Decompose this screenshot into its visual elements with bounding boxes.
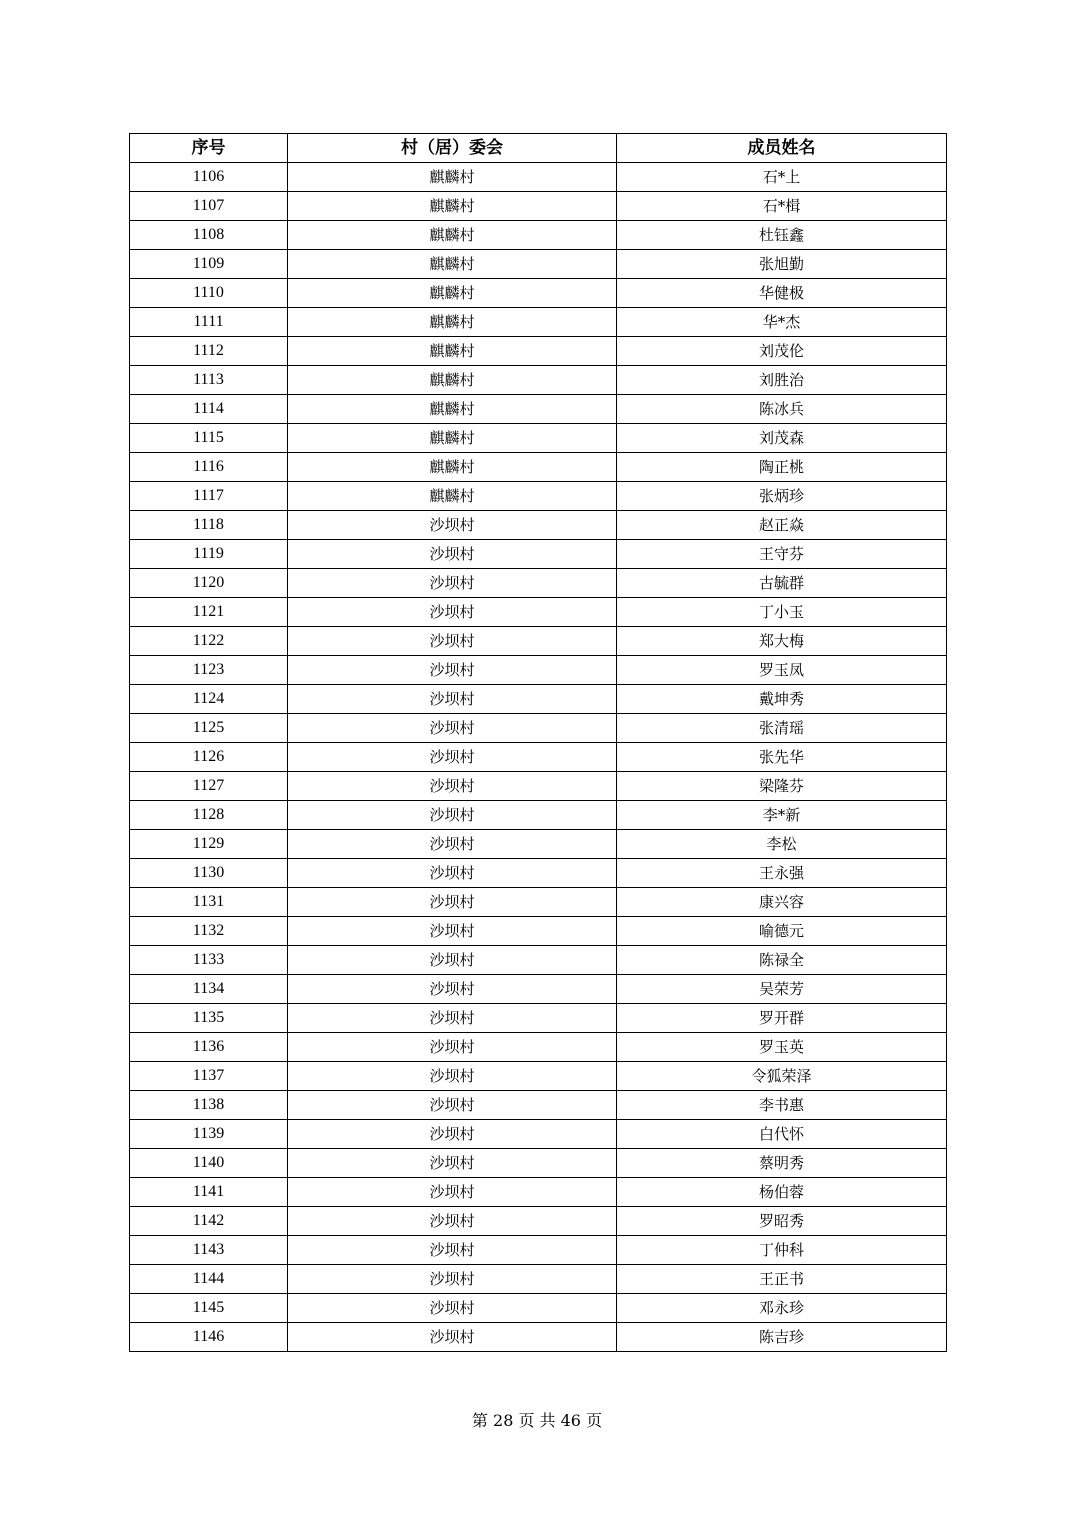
member-name-cell: 郑大梅 bbox=[617, 627, 947, 656]
member-name-cell: 石*上 bbox=[617, 163, 947, 192]
member-name-cell: 罗开群 bbox=[617, 1004, 947, 1033]
serial-number-cell: 1127 bbox=[130, 772, 288, 801]
table-row bbox=[130, 279, 947, 308]
table-row bbox=[130, 453, 947, 482]
serial-number-cell: 1118 bbox=[130, 511, 288, 540]
village-committee-cell: 沙坝村 bbox=[288, 1207, 617, 1236]
table-row bbox=[130, 1178, 947, 1207]
village-committee-cell: 麒麟村 bbox=[288, 279, 617, 308]
table-row bbox=[130, 830, 947, 859]
member-name-cell: 王永强 bbox=[617, 859, 947, 888]
member-name-cell: 华*杰 bbox=[617, 308, 947, 337]
serial-number-cell: 1114 bbox=[130, 395, 288, 424]
member-name-cell: 赵正焱 bbox=[617, 511, 947, 540]
village-committee-cell: 麒麟村 bbox=[288, 366, 617, 395]
serial-number-cell: 1132 bbox=[130, 917, 288, 946]
table-row bbox=[130, 540, 947, 569]
table-row bbox=[130, 859, 947, 888]
member-table bbox=[129, 133, 947, 1352]
village-committee-cell: 沙坝村 bbox=[288, 1004, 617, 1033]
table-row bbox=[130, 569, 947, 598]
village-committee-cell: 麒麟村 bbox=[288, 308, 617, 337]
serial-number-cell: 1123 bbox=[130, 656, 288, 685]
member-name-cell: 李松 bbox=[617, 830, 947, 859]
member-name-cell: 丁小玉 bbox=[617, 598, 947, 627]
serial-number-cell: 1135 bbox=[130, 1004, 288, 1033]
serial-number-cell: 1112 bbox=[130, 337, 288, 366]
serial-number-cell: 1137 bbox=[130, 1062, 288, 1091]
village-committee-cell: 麒麟村 bbox=[288, 395, 617, 424]
village-committee-cell: 沙坝村 bbox=[288, 598, 617, 627]
serial-number-cell: 1145 bbox=[130, 1294, 288, 1323]
village-committee-cell: 沙坝村 bbox=[288, 1033, 617, 1062]
member-name-cell: 蔡明秀 bbox=[617, 1149, 947, 1178]
village-committee-cell: 沙坝村 bbox=[288, 511, 617, 540]
member-name-cell: 陈禄全 bbox=[617, 946, 947, 975]
member-name-cell: 陈吉珍 bbox=[617, 1323, 947, 1352]
table-row bbox=[130, 598, 947, 627]
serial-number-cell: 1125 bbox=[130, 714, 288, 743]
serial-number-cell: 1106 bbox=[130, 163, 288, 192]
village-committee-cell: 麒麟村 bbox=[288, 453, 617, 482]
serial-number-cell: 1131 bbox=[130, 888, 288, 917]
village-committee-cell: 麒麟村 bbox=[288, 250, 617, 279]
member-name-cell: 王正书 bbox=[617, 1265, 947, 1294]
table-row bbox=[130, 1091, 947, 1120]
table-row bbox=[130, 685, 947, 714]
table-row bbox=[130, 308, 947, 337]
serial-number-cell: 1126 bbox=[130, 743, 288, 772]
member-name-cell: 张先华 bbox=[617, 743, 947, 772]
serial-number-cell: 1124 bbox=[130, 685, 288, 714]
serial-number-cell: 1121 bbox=[130, 598, 288, 627]
member-name-cell: 张旭勤 bbox=[617, 250, 947, 279]
member-name-cell: 王守芬 bbox=[617, 540, 947, 569]
serial-number-cell: 1116 bbox=[130, 453, 288, 482]
serial-number-cell: 1142 bbox=[130, 1207, 288, 1236]
serial-number-cell: 1111 bbox=[130, 308, 288, 337]
member-name-cell: 刘茂伦 bbox=[617, 337, 947, 366]
village-committee-cell: 沙坝村 bbox=[288, 888, 617, 917]
member-name-cell: 古毓群 bbox=[617, 569, 947, 598]
village-committee-cell: 沙坝村 bbox=[288, 685, 617, 714]
table-row bbox=[130, 1062, 947, 1091]
page-footer: 第 28 页 共 46 页 bbox=[471, 1411, 603, 1430]
village-committee-cell: 沙坝村 bbox=[288, 859, 617, 888]
village-committee-cell: 沙坝村 bbox=[288, 1062, 617, 1091]
table-row bbox=[130, 975, 947, 1004]
member-name-cell: 陶正桃 bbox=[617, 453, 947, 482]
member-name-cell: 喻德元 bbox=[617, 917, 947, 946]
table-row bbox=[130, 1294, 947, 1323]
serial-number-cell: 1129 bbox=[130, 830, 288, 859]
table-row bbox=[130, 250, 947, 279]
table-row bbox=[130, 1265, 947, 1294]
member-name-cell: 刘茂森 bbox=[617, 424, 947, 453]
serial-number-cell: 1138 bbox=[130, 1091, 288, 1120]
member-name-cell: 李*新 bbox=[617, 801, 947, 830]
serial-number-cell: 1140 bbox=[130, 1149, 288, 1178]
village-committee-cell: 麒麟村 bbox=[288, 424, 617, 453]
member-name-cell: 吴荣芳 bbox=[617, 975, 947, 1004]
village-committee-cell: 沙坝村 bbox=[288, 946, 617, 975]
serial-number-cell: 1108 bbox=[130, 221, 288, 250]
serial-number-cell: 1144 bbox=[130, 1265, 288, 1294]
serial-number-cell: 1130 bbox=[130, 859, 288, 888]
village-committee-cell: 麒麟村 bbox=[288, 192, 617, 221]
table-header-row bbox=[130, 134, 947, 163]
table-row bbox=[130, 395, 947, 424]
table-row bbox=[130, 366, 947, 395]
table-row bbox=[130, 424, 947, 453]
serial-number-cell: 1117 bbox=[130, 482, 288, 511]
table-row bbox=[130, 888, 947, 917]
table-row bbox=[130, 163, 947, 192]
serial-number-cell: 1115 bbox=[130, 424, 288, 453]
village-committee-cell: 沙坝村 bbox=[288, 1178, 617, 1207]
village-committee-cell: 沙坝村 bbox=[288, 569, 617, 598]
village-committee-cell: 沙坝村 bbox=[288, 975, 617, 1004]
village-committee-cell: 沙坝村 bbox=[288, 743, 617, 772]
village-committee-cell: 沙坝村 bbox=[288, 830, 617, 859]
village-committee-cell: 麒麟村 bbox=[288, 163, 617, 192]
village-committee-cell: 沙坝村 bbox=[288, 540, 617, 569]
village-committee-cell: 沙坝村 bbox=[288, 917, 617, 946]
member-name-cell: 罗昭秀 bbox=[617, 1207, 947, 1236]
serial-number-cell: 1120 bbox=[130, 569, 288, 598]
serial-number-cell: 1134 bbox=[130, 975, 288, 1004]
village-committee-cell: 沙坝村 bbox=[288, 1236, 617, 1265]
village-committee-cell: 沙坝村 bbox=[288, 1323, 617, 1352]
member-name-cell: 李书惠 bbox=[617, 1091, 947, 1120]
serial-number-cell: 1136 bbox=[130, 1033, 288, 1062]
table-row bbox=[130, 1120, 947, 1149]
village-committee-cell: 麒麟村 bbox=[288, 337, 617, 366]
table-row bbox=[130, 1149, 947, 1178]
village-committee-cell: 沙坝村 bbox=[288, 656, 617, 685]
table-row bbox=[130, 511, 947, 540]
serial-number-cell: 1146 bbox=[130, 1323, 288, 1352]
table-row bbox=[130, 743, 947, 772]
village-committee-cell: 沙坝村 bbox=[288, 1294, 617, 1323]
village-committee-cell: 沙坝村 bbox=[288, 801, 617, 830]
village-committee-cell: 沙坝村 bbox=[288, 1120, 617, 1149]
member-name-cell: 令狐荣泽 bbox=[617, 1062, 947, 1091]
member-name-cell: 邓永珍 bbox=[617, 1294, 947, 1323]
member-name-cell: 罗玉英 bbox=[617, 1033, 947, 1062]
table-row bbox=[130, 482, 947, 511]
table-row bbox=[130, 1323, 947, 1352]
member-name-cell: 戴坤秀 bbox=[617, 685, 947, 714]
member-name-cell: 陈冰兵 bbox=[617, 395, 947, 424]
table-row bbox=[130, 946, 947, 975]
village-committee-cell: 沙坝村 bbox=[288, 1091, 617, 1120]
member-name-cell: 丁仲科 bbox=[617, 1236, 947, 1265]
village-committee-cell: 麒麟村 bbox=[288, 221, 617, 250]
table-row bbox=[130, 714, 947, 743]
member-name-cell: 罗玉凤 bbox=[617, 656, 947, 685]
village-committee-cell: 沙坝村 bbox=[288, 714, 617, 743]
serial-number-cell: 1128 bbox=[130, 801, 288, 830]
table-row bbox=[130, 801, 947, 830]
village-committee-cell: 麒麟村 bbox=[288, 482, 617, 511]
member-name-cell: 刘胜治 bbox=[617, 366, 947, 395]
serial-number-cell: 1109 bbox=[130, 250, 288, 279]
member-name-cell: 张清瑶 bbox=[617, 714, 947, 743]
serial-number-cell: 1141 bbox=[130, 1178, 288, 1207]
header-serial-number: 序号 bbox=[130, 134, 288, 163]
serial-number-cell: 1122 bbox=[130, 627, 288, 656]
member-name-cell: 华健极 bbox=[617, 279, 947, 308]
village-committee-cell: 沙坝村 bbox=[288, 1149, 617, 1178]
table-row bbox=[130, 917, 947, 946]
member-name-cell: 石*楫 bbox=[617, 192, 947, 221]
serial-number-cell: 1113 bbox=[130, 366, 288, 395]
member-name-cell: 康兴容 bbox=[617, 888, 947, 917]
village-committee-cell: 沙坝村 bbox=[288, 1265, 617, 1294]
table-body bbox=[130, 163, 947, 1352]
serial-number-cell: 1119 bbox=[130, 540, 288, 569]
table-row bbox=[130, 772, 947, 801]
village-committee-cell: 沙坝村 bbox=[288, 772, 617, 801]
serial-number-cell: 1110 bbox=[130, 279, 288, 308]
table-row bbox=[130, 221, 947, 250]
member-name-cell: 杨伯蓉 bbox=[617, 1178, 947, 1207]
table-row bbox=[130, 1033, 947, 1062]
table-row bbox=[130, 192, 947, 221]
table-row bbox=[130, 1004, 947, 1033]
header-member-name: 成员姓名 bbox=[617, 134, 947, 163]
serial-number-cell: 1107 bbox=[130, 192, 288, 221]
member-name-cell: 张炳珍 bbox=[617, 482, 947, 511]
table-row bbox=[130, 656, 947, 685]
table-row bbox=[130, 337, 947, 366]
serial-number-cell: 1139 bbox=[130, 1120, 288, 1149]
header-village-committee: 村（居）委会 bbox=[288, 134, 617, 163]
member-name-cell: 杜钰鑫 bbox=[617, 221, 947, 250]
member-name-cell: 梁隆芬 bbox=[617, 772, 947, 801]
serial-number-cell: 1133 bbox=[130, 946, 288, 975]
village-committee-cell: 沙坝村 bbox=[288, 627, 617, 656]
member-name-cell: 白代怀 bbox=[617, 1120, 947, 1149]
table-row bbox=[130, 1236, 947, 1265]
table-row bbox=[130, 1207, 947, 1236]
table-row bbox=[130, 627, 947, 656]
serial-number-cell: 1143 bbox=[130, 1236, 288, 1265]
